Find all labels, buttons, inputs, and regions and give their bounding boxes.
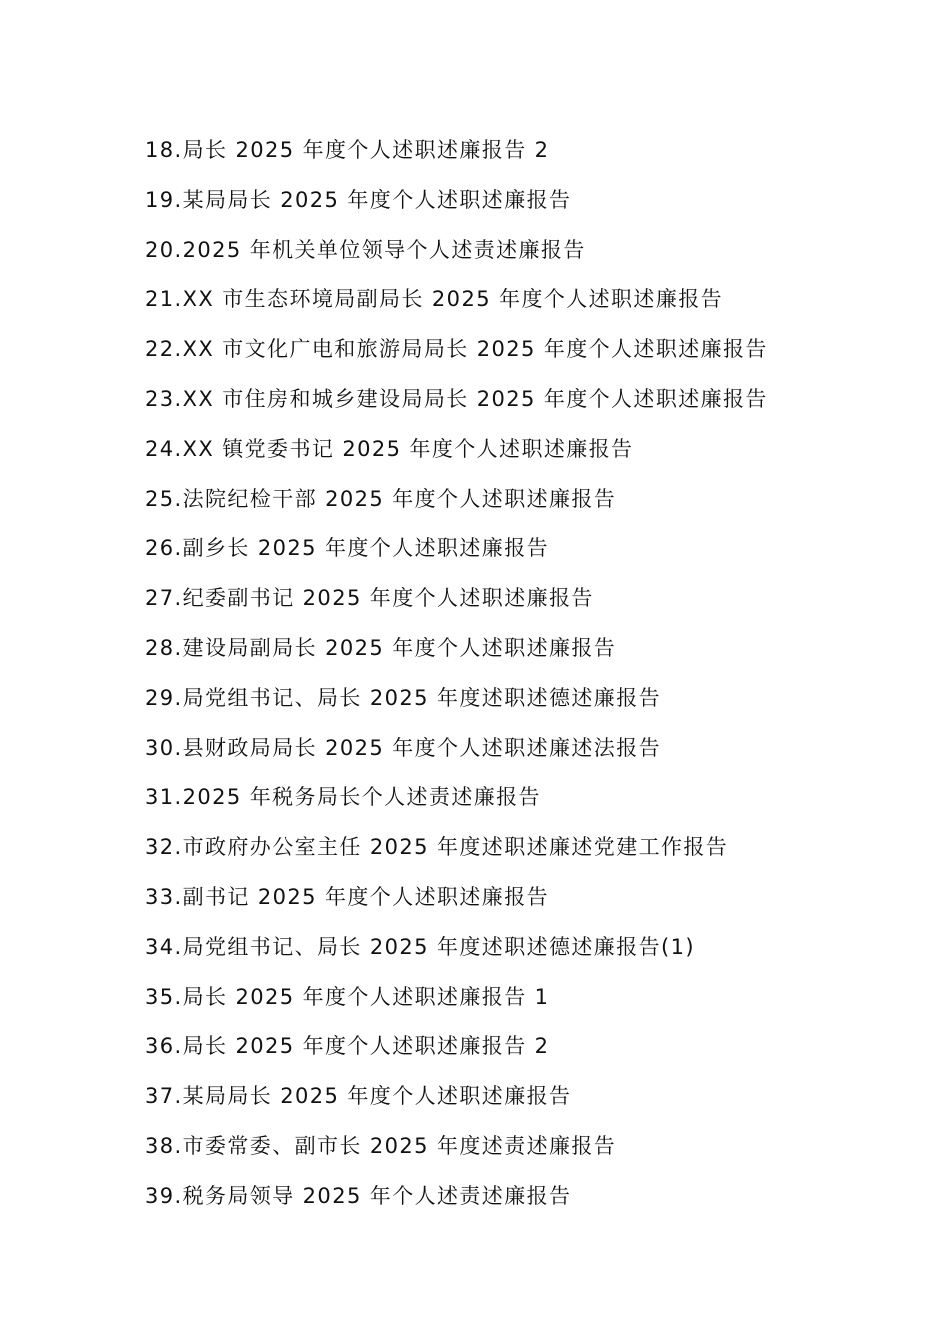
list-item: 19.某局局长 2025 年度个人述职述廉报告 bbox=[145, 187, 572, 212]
list-item: 24.XX 镇党委书记 2025 年度个人述职述廉报告 bbox=[145, 436, 634, 461]
list-item: 27.纪委副书记 2025 年度个人述职述廉报告 bbox=[145, 586, 594, 611]
list-item: 29.局党组书记、局长 2025 年度述职述德述廉报告 bbox=[145, 685, 661, 710]
report-title-list bbox=[145, 130, 845, 1226]
list-item: 21.XX 市生态环境局副局长 2025 年度个人述职述廉报告 bbox=[145, 287, 724, 312]
list-item: 37.某局局长 2025 年度个人述职述廉报告 bbox=[145, 1084, 572, 1109]
list-item: 32.市政府办公室主任 2025 年度述职述廉述党建工作报告 bbox=[145, 835, 729, 860]
list-item: 28.建设局副局长 2025 年度个人述职述廉报告 bbox=[145, 635, 617, 660]
list-item: 34.局党组书记、局长 2025 年度述职述德述廉报告(1) bbox=[145, 934, 695, 959]
list-item: 18.局长 2025 年度个人述职述廉报告 2 bbox=[145, 138, 550, 162]
list-item: 38.市委常委、副市长 2025 年度述责述廉报告 bbox=[145, 1133, 617, 1158]
list-item: 33.副书记 2025 年度个人述职述廉报告 bbox=[145, 884, 549, 909]
list-item: 22.XX 市文化广电和旅游局局长 2025 年度个人述职述廉报告 bbox=[145, 337, 768, 362]
list-item: 36.局长 2025 年度个人述职述廉报告 2 bbox=[145, 1034, 550, 1059]
list-item: 30.县财政局局长 2025 年度个人述职述廉述法报告 bbox=[145, 735, 661, 760]
list-item: 35.局长 2025 年度个人述职述廉报告 1 bbox=[145, 984, 550, 1009]
list-item: 26.副乡长 2025 年度个人述职述廉报告 bbox=[145, 536, 549, 561]
list-item: 20.2025 年机关单位领导个人述责述廉报告 bbox=[145, 237, 586, 262]
list-item: 23.XX 市住房和城乡建设局局长 2025 年度个人述职述廉报告 bbox=[145, 386, 768, 411]
list-item: 25.法院纪检干部 2025 年度个人述职述廉报告 bbox=[145, 486, 617, 511]
list-item: 31.2025 年税务局长个人述责述廉报告 bbox=[145, 785, 541, 810]
list-item: 39.税务局领导 2025 年个人述责述廉报告 bbox=[145, 1183, 572, 1208]
